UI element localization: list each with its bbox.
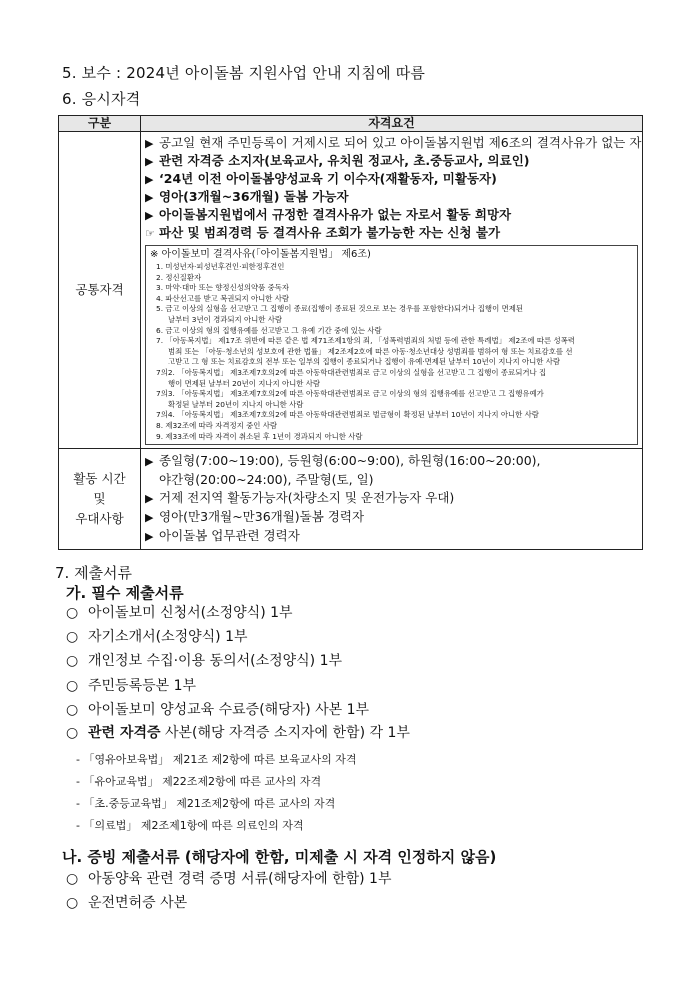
required-doc-item (66, 626, 248, 646)
cert-sub-item: - 「유아교육법」 제22조제2항에 따른 교사의 자격 (76, 775, 322, 788)
activity-text: 야간형(20:00~24:00), 주말형(토, 일) (159, 472, 374, 488)
requirement-row (141, 224, 642, 242)
activity-label-line2: 및 (93, 491, 106, 507)
disqualification-line: 날부터 3년이 경과되지 아니한 사람 (168, 314, 283, 324)
proof-doc-text: 운전면허증 사본 (88, 895, 188, 911)
qualification-table (58, 115, 643, 550)
requirement-text: ‘24년 이전 아이돌봄양성교육 기 이수자(재활동자, 미활동자) (159, 171, 497, 186)
section-proof-docs: 나. 증빙 제출서류 (해당자에 한함, 미제출 시 자격 인정하지 않음) (62, 848, 497, 866)
required-doc-item (66, 699, 369, 719)
activity-cell (141, 449, 643, 550)
activity-label-line1: 활동 시간 (73, 471, 126, 487)
bullet-mark: ▶ (145, 455, 154, 469)
requirement-text: 영아(3개월~36개월) 돌봄 가능자 (159, 189, 349, 204)
circle-bullet: ○ (66, 702, 79, 718)
disqualification-line: 3. 마약·대마 또는 향정신성의약품 중독자 (156, 283, 290, 293)
heading-salary: 5. 보수 : 2024년 아이돌봄 지원사업 안내 지침에 따름 (62, 64, 426, 82)
activity-label (59, 449, 141, 550)
cert-doc-rest: 사본(해당 자격증 소지자에 한함) 각 1부 (160, 725, 410, 741)
requirement-row (141, 134, 642, 152)
requirement-row (141, 206, 642, 224)
disqualification-line: 2. 정신질환자 (156, 272, 202, 282)
required-doc-item (66, 675, 196, 695)
bullet-mark: ▶ (145, 137, 154, 150)
disqualification-title: ※ 아이돌보미 결격사유(「아이돌봄지원법」 제6조) (150, 249, 371, 260)
disqualification-line: 1. 미성년자·피성년후견인·피한정후견인 (156, 262, 285, 271)
disqualification-line: 확정된 날부터 20년이 지나지 아니한 사람 (168, 399, 304, 409)
required-doc-text: 주민등록등본 1부 (88, 678, 197, 694)
required-doc-text: 개인정보 수집·이용 동의서(소정양식) 1부 (88, 653, 343, 669)
required-doc-text: 아이돌보미 양성교육 수료증(해당자) 사본 1부 (88, 702, 370, 718)
disqualification-box (145, 245, 638, 445)
requirement-text: 공고일 현재 주민등록이 거제시로 되어 있고 아이돌봄지원법 제6조의 결격사유가 없는 자 (159, 135, 642, 150)
activity-label-line3: 우대사항 (75, 511, 124, 527)
requirement-text: 아이돌봄지원법에서 규정한 결격사유가 없는 자로서 활동 희망자 (159, 207, 512, 222)
proof-doc-item (66, 892, 187, 912)
common-qualification-label: 공통자격 (59, 132, 141, 449)
required-doc-text: 아이돌보미 신청서(소정양식) 1부 (88, 605, 293, 621)
heading-documents: 7. 제출서류 (55, 564, 133, 582)
circle-bullet: ○ (66, 871, 79, 887)
cert-sub-item: - 「영유아보육법」 제21조 제2항에 따른 보육교사의 자격 (76, 753, 357, 766)
requirement-text: 관련 자격증 소지자(보육교사, 유치원 정교사, 초.중등교사, 의료인) (159, 153, 530, 168)
disqualification-line: 4. 파산선고를 받고 복권되지 아니한 사람 (156, 293, 290, 303)
cert-sub-item: - 「의료법」 제2조제1항에 따른 의료인의 자격 (76, 819, 304, 832)
col-header-requirements: 자격요건 (141, 116, 643, 132)
disqualification-line: 7의4. 「아동복지법」 제3조제7호의2에 따른 아동학대관련범죄로 벌금형이 확정된 날부터 10년이 지나지 아니한 사람 (156, 410, 539, 420)
disqualification-line: 7. 「아동복지법」 제17조 위반에 따른 같은 법 제71조제1항의 죄, 「성폭력범죄의 처벌 등에 관한 특례법」 제2조에 따른 성폭력 (156, 336, 575, 346)
requirement-row (141, 188, 642, 206)
bullet-mark: ▶ (145, 209, 154, 222)
requirement-row (141, 170, 642, 188)
activity-row (141, 489, 642, 508)
requirement-row (141, 152, 642, 170)
activity-text: 종일형(7:00~19:00), 등원형(6:00~9:00), 하원형(16:00~20:00), (159, 453, 541, 469)
cert-doc-bold: 관련 자격증 (88, 725, 161, 741)
cert-doc-item (66, 722, 410, 742)
heading-qualification: 6. 응시자격 (62, 90, 141, 108)
disqualification-line: 5. 금고 이상의 실형을 선고받고 그 집행이 종료(집행이 종료된 것으로 보는 경우를 포함한다)되거나 집행이 면제된 (156, 304, 523, 314)
proof-doc-item (66, 868, 392, 888)
disqualification-line: 범죄 또는 「아동·청소년의 성보호에 관한 법률」 제2조제2호에 따른 아동·청소년대상 성범죄를 범하여 형 또는 치료감호를 선 (168, 346, 573, 356)
requirement-text: 파산 및 범죄경력 등 결격사유 조회가 불가능한 자는 신청 불가 (159, 225, 501, 240)
bullet-mark: ☞ (145, 227, 155, 240)
bullet-mark: ▶ (145, 155, 154, 168)
activity-text: 아이돌봄 업무관련 경력자 (159, 528, 300, 544)
circle-bullet: ○ (66, 725, 79, 741)
proof-doc-text: 아동양육 관련 경력 증명 서류(해당자에 한함) 1부 (88, 871, 392, 887)
common-qualification-cell (141, 132, 643, 449)
bullet-mark: ▶ (145, 173, 154, 186)
activity-text: 영아(만3개월~만36개월)돌봄 경력자 (159, 509, 365, 525)
circle-bullet: ○ (66, 605, 79, 621)
activity-text: 거제 전지역 활동가능자(차량소지 및 운전가능자 우대) (159, 490, 455, 506)
circle-bullet: ○ (66, 895, 79, 911)
required-doc-item (66, 602, 293, 622)
activity-row (141, 471, 642, 489)
disqualification-line: 7의3. 「아동복지법」 제3조제7호의2에 따른 아동학대관련범죄로 금고 이상의 형의 집행유예를 선고받고 그 집행유예가 (156, 389, 544, 399)
disqualification-line: 9. 제33조에 따라 자격이 취소된 후 1년이 경과되지 아니한 사람 (156, 431, 363, 441)
bullet-mark: ▶ (145, 492, 154, 506)
disqualification-line: 행이 면제된 날부터 20년이 지나지 아니한 사람 (168, 378, 321, 388)
required-doc-item (66, 650, 342, 670)
circle-bullet: ○ (66, 678, 79, 694)
circle-bullet: ○ (66, 629, 79, 645)
bullet-mark: ▶ (145, 530, 154, 544)
bullet-mark: ▶ (145, 511, 154, 525)
required-doc-text: 자기소개서(소정양식) 1부 (88, 629, 248, 645)
disqualification-line: 6. 금고 이상의 형의 집행유예를 선고받고 그 유예 기간 중에 있는 사람 (156, 325, 382, 335)
section-required-docs: 가. 필수 제출서류 (66, 584, 184, 602)
disqualification-line: 7의2. 「아동복지법」 제3조제7호의2에 따른 아동학대관련범죄로 금고 이상의 실형을 선고받고 그 집행이 종료되거나 집 (156, 367, 547, 377)
col-header-category: 구분 (59, 116, 141, 132)
activity-row (141, 508, 642, 527)
activity-row (141, 527, 642, 546)
disqualification-line: 8. 제32조에 따라 자격정지 중인 사람 (156, 420, 278, 430)
circle-bullet: ○ (66, 653, 79, 669)
disqualification-line: 고받고 그 형 또는 치료감호의 전부 또는 일부의 집행이 종료되거나 집행이 유예·면제된 날부터 10년이 지나지 아니한 사람 (168, 357, 561, 367)
bullet-mark: ▶ (145, 191, 154, 204)
cert-sub-item: - 「초.중등교육법」 제21조제2항에 따른 교사의 자격 (76, 797, 336, 810)
activity-row (141, 452, 642, 471)
